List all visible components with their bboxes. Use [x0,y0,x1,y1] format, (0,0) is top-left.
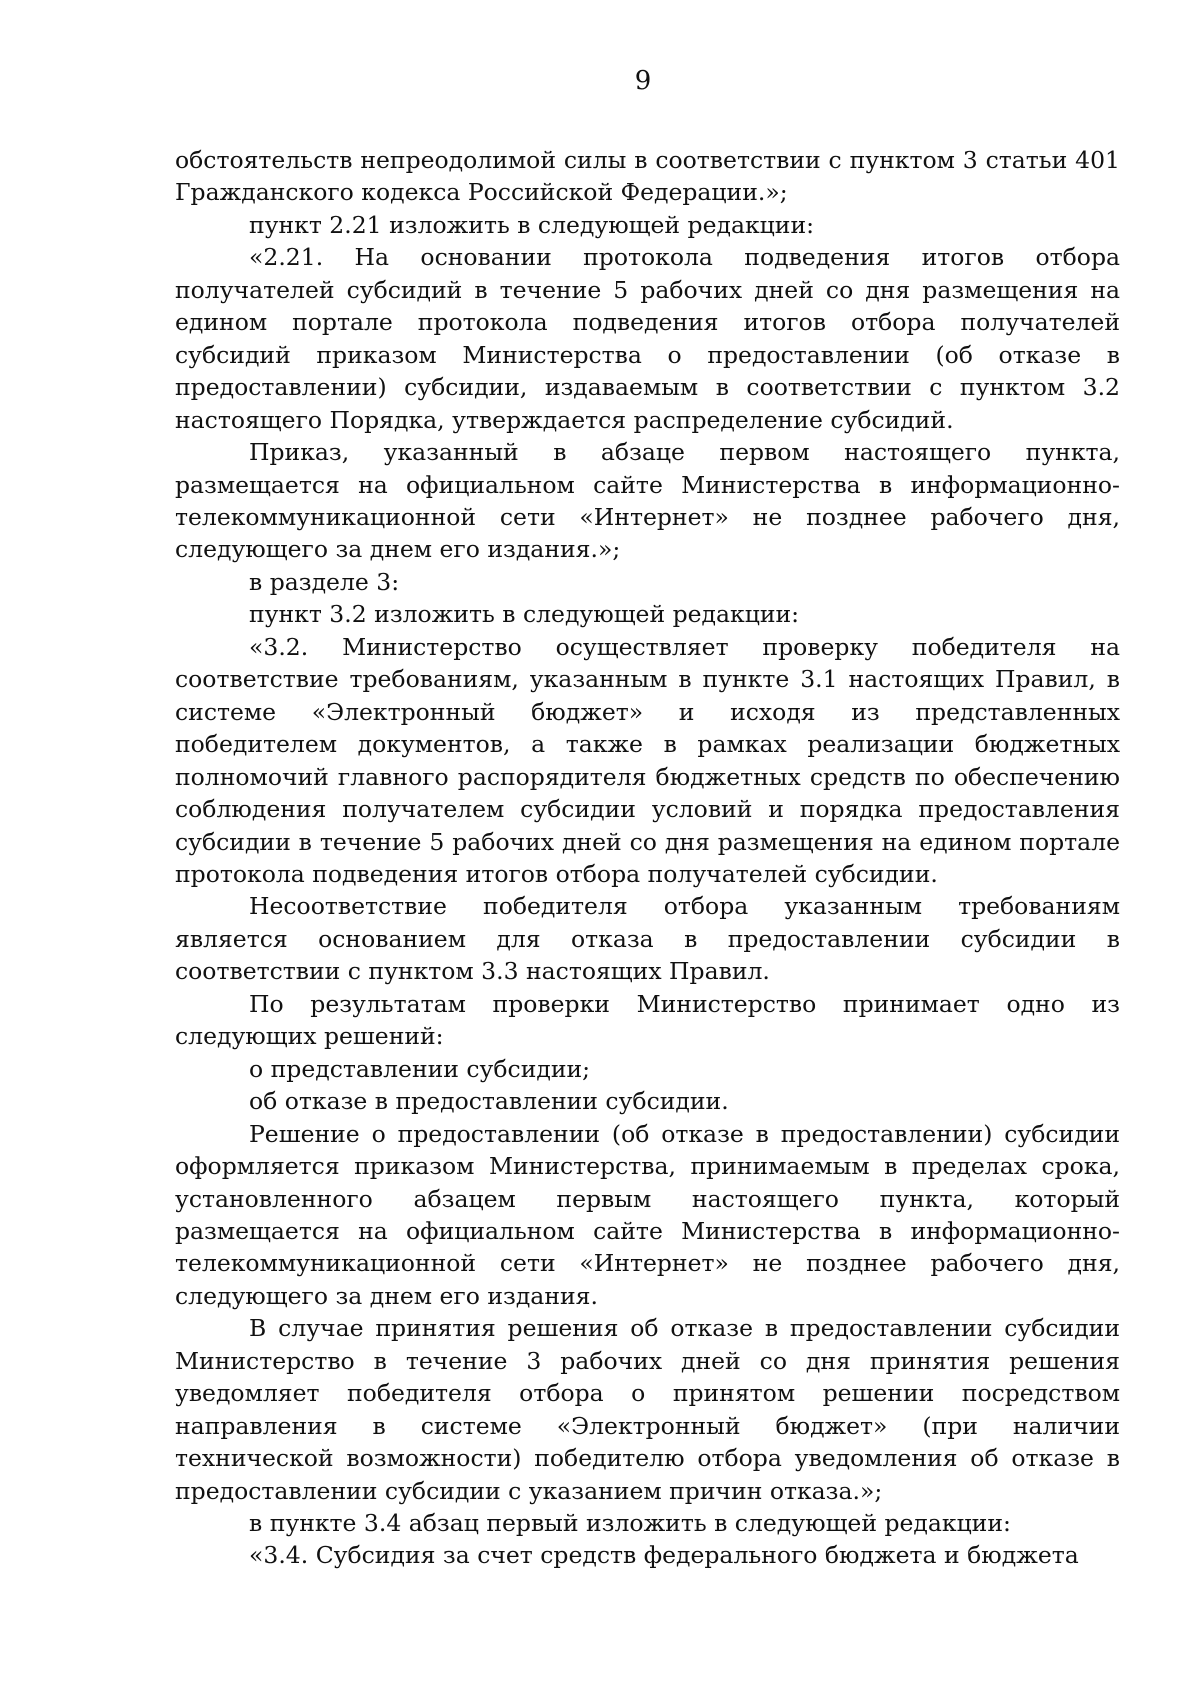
page-number: 9 [634,66,652,96]
paragraph: пункт 2.21 изложить в следующей редакции: [249,210,815,239]
paragraph: обстоятельств непреодолимой силы в соответствии с пунктом 3 статьи 401 Гражданского кодекса Российской Федерации.»; [175,146,1120,207]
paragraph: В случае принятия решения об отказе в предоставлении субсидии Министерство в течение 3 рабочих дней со дня принятия решения уведомляет победителя отбора о принятом решении посредством направления в системе «Электронный бюджет» (при наличии технической возможности) победителю отбора уведомления об отказе в предоставлении субсидии с указанием причин отказа.»; [175,1314,1120,1505]
paragraph: Приказ, указанный в абзаце первом настоящего пункта, размещается на официальном сайте Министерства в информационно-телекоммуникационной сети «Интернет» не позднее рабочего дня, следующего за днем его издания.»; [175,438,1120,564]
paragraph: в пункте 3.4 абзац первый изложить в следующей редакции: [249,1509,1011,1538]
paragraph: «3.4. Субсидия за счет средств федерального бюджета и бюджета [249,1541,1079,1570]
paragraph: в разделе 3: [249,567,400,596]
paragraph: «2.21. На основании протокола подведения итогов отбора получателей субсидий в течение 5 рабочих дней со дня размещения на едином портале протокола подведения итогов отбора получателей субсидий приказом Министерства о предоставлении (об отказе в предоставлении) субсидии, издаваемым в соответствии с пунктом 3.2 настоящего Порядка, утверждается распределение субсидий. [175,243,1120,434]
paragraph: пункт 3.2 изложить в следующей редакции: [249,600,800,629]
paragraph: По результатам проверки Министерство принимает одно из следующих решений: [175,989,1120,1051]
paragraph: о представлении субсидии; [249,1054,591,1083]
document-body [175,144,1120,1572]
paragraph: об отказе в предоставлении субсидии. [249,1087,729,1116]
paragraph: «3.2. Министерство осуществляет проверку победителя на соответствие требованиям, указанным в пункте 3.1 настоящих Правил, в системе «Электронный бюджет» и исходя из представленных победителем документов, а также в рамках реализации бюджетных полномочий главного распорядителя бюджетных средств по обеспечению соблюдения получателем субсидии условий и порядка предоставления субсидии в течение 5 рабочих дней со дня размещения на едином портале протокола подведения итогов отбора получателей субсидии. [175,632,1120,888]
paragraph: Решение о предоставлении (об отказе в предоставлении) субсидии оформляется приказом Министерства, принимаемым в пределах срока, установленного абзацем первым настоящего пункта, который размещается на официальном сайте Министерства в информационно-телекоммуникационной сети «Интернет» не позднее рабочего дня, следующего за днем его издания. [175,1119,1120,1310]
paragraph: Несоответствие победителя отбора указанным требованиям является основанием для отказа в предоставлении субсидии в соответствии с пунктом 3.3 настоящих Правил. [175,892,1120,986]
